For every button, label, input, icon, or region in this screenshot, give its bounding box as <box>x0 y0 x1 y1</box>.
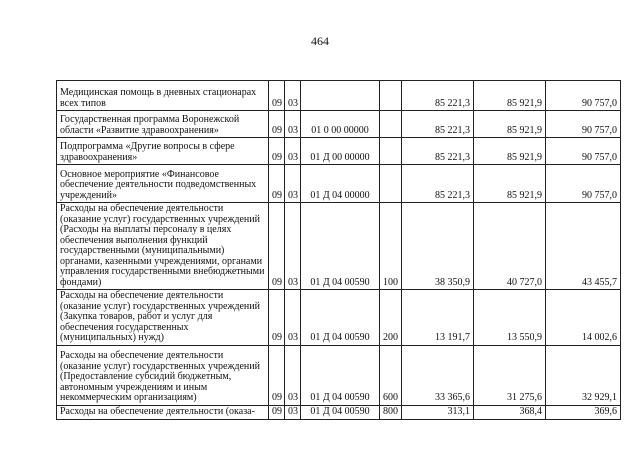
amount-year-2: 31 275,6 <box>474 345 546 405</box>
amount-year-3: 90 757,0 <box>546 111 621 138</box>
amount-year-3: 14 002,6 <box>546 290 621 346</box>
amount-year-1: 85 221,3 <box>402 138 474 165</box>
page-number: 464 <box>311 34 329 48</box>
budget-table <box>56 80 621 420</box>
table-row <box>57 81 621 111</box>
amount-year-3: 90 757,0 <box>546 165 621 203</box>
table-row <box>57 405 621 419</box>
table-row <box>57 203 621 290</box>
expense-type-code <box>380 138 402 165</box>
amount-year-3: 43 455,7 <box>546 203 621 290</box>
section-code: 09 <box>269 290 285 346</box>
section-code: 09 <box>269 81 285 111</box>
amount-year-1: 313,1 <box>402 405 474 419</box>
section-code: 09 <box>269 345 285 405</box>
row-description: Расходы на обеспечение деятельности (оказание услуг) государственных учреждений (Закупка товаров, работ и услуг для обеспечения государственных (муниципальных) нужд) <box>57 290 269 346</box>
expense-type-code: 200 <box>380 290 402 346</box>
table-row <box>57 138 621 165</box>
row-description: Расходы на обеспечение деятельности (оказа- <box>57 405 269 419</box>
expense-type-code: 800 <box>380 405 402 419</box>
target-article-code <box>301 81 380 111</box>
amount-year-1: 85 221,3 <box>402 81 474 111</box>
amount-year-3: 369,6 <box>546 405 621 419</box>
table-row <box>57 345 621 405</box>
subsection-code: 03 <box>285 81 301 111</box>
table-row <box>57 290 621 346</box>
amount-year-3: 32 929,1 <box>546 345 621 405</box>
expense-type-code <box>380 81 402 111</box>
amount-year-3: 90 757,0 <box>546 138 621 165</box>
amount-year-1: 13 191,7 <box>402 290 474 346</box>
subsection-code: 03 <box>285 138 301 165</box>
amount-year-1: 33 365,6 <box>402 345 474 405</box>
target-article-code: 01 Д 04 00000 <box>301 165 380 203</box>
expense-type-code: 100 <box>380 203 402 290</box>
amount-year-2: 368,4 <box>474 405 546 419</box>
table-row <box>57 165 621 203</box>
amount-year-3: 90 757,0 <box>546 81 621 111</box>
amount-year-2: 13 550,9 <box>474 290 546 346</box>
target-article-code: 01 Д 04 00590 <box>301 203 380 290</box>
row-description: Медицинская помощь в дневных стационарах всех типов <box>57 81 269 111</box>
section-code: 09 <box>269 111 285 138</box>
expense-type-code <box>380 111 402 138</box>
amount-year-1: 85 221,3 <box>402 165 474 203</box>
amount-year-1: 85 221,3 <box>402 111 474 138</box>
section-code: 09 <box>269 165 285 203</box>
target-article-code: 01 Д 04 00590 <box>301 290 380 346</box>
section-code: 09 <box>269 138 285 165</box>
expense-type-code <box>380 165 402 203</box>
section-code: 09 <box>269 203 285 290</box>
amount-year-2: 40 727,0 <box>474 203 546 290</box>
section-code: 09 <box>269 405 285 419</box>
row-description: Государственная программа Воронежской области «Развитие здравоохранения» <box>57 111 269 138</box>
row-description: Расходы на обеспечение деятельности (оказание услуг) государственных учреждений (Предоставление субсидий бюджетным, автономным учреждениям и иным некоммерческим организациям) <box>57 345 269 405</box>
target-article-code: 01 0 00 00000 <box>301 111 380 138</box>
amount-year-2: 85 921,9 <box>474 138 546 165</box>
amount-year-2: 85 921,9 <box>474 81 546 111</box>
subsection-code: 03 <box>285 345 301 405</box>
table-row <box>57 111 621 138</box>
subsection-code: 03 <box>285 203 301 290</box>
subsection-code: 03 <box>285 165 301 203</box>
amount-year-2: 85 921,9 <box>474 165 546 203</box>
target-article-code: 01 Д 04 00590 <box>301 405 380 419</box>
target-article-code: 01 Д 04 00590 <box>301 345 380 405</box>
amount-year-2: 85 921,9 <box>474 111 546 138</box>
subsection-code: 03 <box>285 405 301 419</box>
subsection-code: 03 <box>285 111 301 138</box>
row-description: Основное мероприятие «Финансовое обеспечение деятельности подведомственных учреждений» <box>57 165 269 203</box>
row-description: Подпрограмма «Другие вопросы в сфере здравоохранения» <box>57 138 269 165</box>
target-article-code: 01 Д 00 00000 <box>301 138 380 165</box>
expense-type-code: 600 <box>380 345 402 405</box>
subsection-code: 03 <box>285 290 301 346</box>
amount-year-1: 38 350,9 <box>402 203 474 290</box>
row-description: Расходы на обеспечение деятельности (оказание услуг) государственных учреждений (Расходы на выплаты персоналу в целях обеспечения выполнения функций государственными (муниципальными) органами, казенными учреждениями, органами управления государственными внебюджетными фондами) <box>57 203 269 290</box>
